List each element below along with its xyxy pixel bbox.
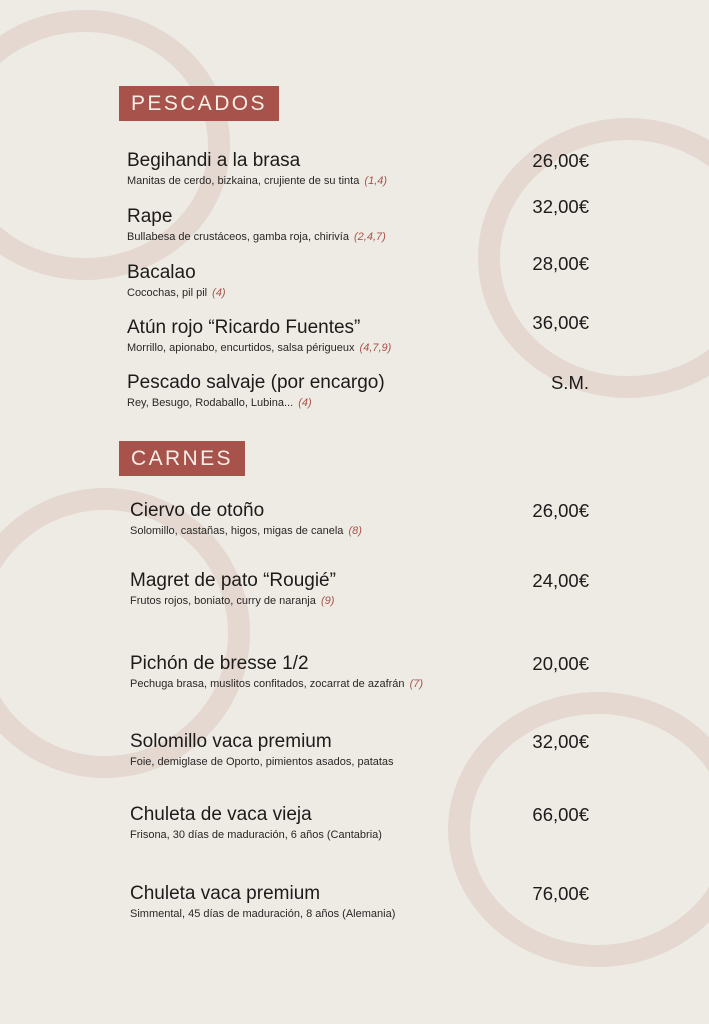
allergen-codes: (1,4) xyxy=(364,175,388,187)
menu-item xyxy=(0,653,709,713)
menu-item xyxy=(0,253,709,322)
item-name: Magret de pato “Rougié” xyxy=(130,570,336,591)
menu-item xyxy=(0,500,709,560)
allergen-codes: (7) xyxy=(409,678,424,690)
item-description: Foie, demiglase de Oporto, pimientos asados, patatas xyxy=(130,756,394,768)
menu-item xyxy=(0,312,709,377)
item-description: Manitas de cerdo, bizkaina, crujiente de su tinta (1,4) xyxy=(127,175,388,187)
menu-item xyxy=(0,883,709,943)
menu-item xyxy=(0,372,709,432)
section-title-pescados: PESCADOS xyxy=(119,86,279,121)
item-description: Pechuga brasa, muslitos confitados, zocarrat de azafrán (7) xyxy=(130,678,424,690)
item-price: 36,00€ xyxy=(532,312,589,333)
item-price: 32,00€ xyxy=(532,731,589,752)
allergen-codes: (4) xyxy=(212,287,226,299)
item-name: Chuleta vaca premium xyxy=(130,883,321,904)
item-price: 66,00€ xyxy=(532,804,589,825)
menu-item xyxy=(0,570,709,630)
section-title-carnes: CARNES xyxy=(119,441,245,476)
allergen-codes: (4,7,9) xyxy=(359,342,392,354)
item-name: Pichón de bresse 1/2 xyxy=(130,653,309,674)
allergen-codes: (9) xyxy=(320,595,335,607)
item-description: Simmental, 45 días de maduración, 8 años (Alemania) xyxy=(130,908,396,920)
item-name: Bacalao xyxy=(127,262,196,283)
item-name: Solomillo vaca premium xyxy=(130,731,332,752)
item-price: 32,00€ xyxy=(532,196,589,217)
item-description: Bullabesa de crustáceos, gamba roja, chirivía (2,4,7) xyxy=(127,231,386,243)
menu-item xyxy=(0,196,709,266)
allergen-codes: (4) xyxy=(298,397,312,409)
item-name: Rape xyxy=(127,206,173,227)
allergen-codes: (2,4,7) xyxy=(354,231,386,243)
menu-item xyxy=(0,150,709,210)
menu-item xyxy=(0,731,709,791)
menu-item xyxy=(0,804,709,864)
item-price: 26,00€ xyxy=(532,150,589,171)
item-description: Rey, Besugo, Rodaballo, Lubina... (4) xyxy=(127,397,312,409)
item-description: Morrillo, apionabo, encurtidos, salsa périgueux (4,7,9) xyxy=(127,342,392,354)
item-price: 24,00€ xyxy=(532,570,589,591)
item-description: Solomillo, castañas, higos, migas de canela (8) xyxy=(130,525,362,537)
item-name: Ciervo de otoño xyxy=(130,500,265,521)
item-price: 76,00€ xyxy=(532,883,589,904)
allergen-codes: (8) xyxy=(348,525,362,537)
item-name: Pescado salvaje (por encargo) xyxy=(127,372,385,393)
item-name: Begihandi a la brasa xyxy=(127,150,301,171)
item-description: Frutos rojos, boniato, curry de naranja (9) xyxy=(130,595,335,607)
item-price: 26,00€ xyxy=(532,500,589,521)
item-description: Frisona, 30 días de maduración, 6 años (Cantabria) xyxy=(130,829,382,841)
item-price: 28,00€ xyxy=(532,253,589,274)
item-description: Cocochas, pil pil (4) xyxy=(127,287,226,299)
item-price: S.M. xyxy=(550,372,589,393)
item-name: Atún rojo “Ricardo Fuentes” xyxy=(127,317,361,338)
item-price: 20,00€ xyxy=(532,653,589,674)
item-name: Chuleta de vaca vieja xyxy=(130,804,312,825)
